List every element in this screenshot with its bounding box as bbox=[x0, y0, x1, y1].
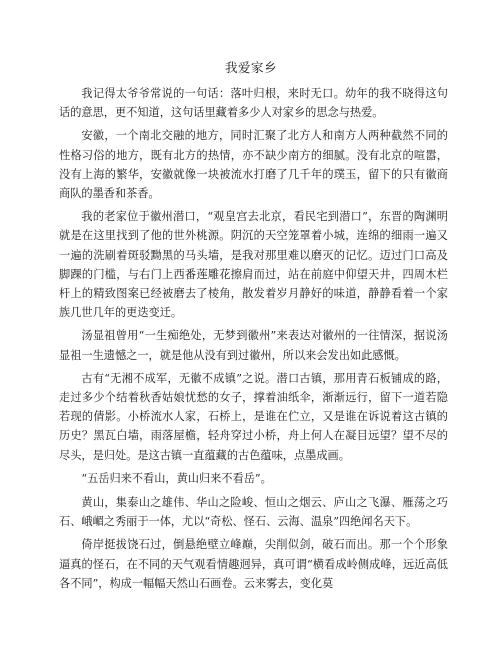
paragraph: 倚岸挺拔饶石过，倒悬绝壁立峰巅，尖削似剑，破石而出。那一个个形象逼真的怪石，在不同的天气观看情趣迥异，真可谓“横看成岭侧成峰，远近高低各不同”，构成一幅幅天然山石画卷。云来雾去，变化莫 bbox=[59, 538, 448, 590]
paragraph: 古有“无湘不成军，无徽不成镇”之说。潜口古镇，那用青石板铺成的路，走过多少个结着秋香姑娘忧愁的女子，撑着油纸伞，渐渐远行，留下一道若隐若现的倩影。小桥流水人家，石桥上，是谁在伫立，又是谁在诉说着这古镇的历史？黑瓦白墙，雨落屋檐，轻舟穿过小桥，舟上何人在凝目远望？望不尽的尽头，是归处。是这古镇一直蕴藏的古色蕴味，点墨成画。 bbox=[59, 371, 448, 462]
paragraph: 汤显祖曾用“一生痴绝处，无梦到徽州”来表达对徽州的一往情深，据说汤显祖一生遗憾之一，就是他从没有到过徽州，所以来会发出如此感慨。 bbox=[59, 329, 448, 362]
paragraph: 我记得太爷爷常说的一句话：落叶归根，来时无口。幼年的我不晓得这句话的意思，更不知道，这句话里藏着多少人对家乡的思念与热爱。 bbox=[59, 87, 448, 120]
paragraph: 我的老家位于徽州潜口，“观皇宫去北京，看民宅到潜口”，东晋的陶渊明就是在这里找到了他的世外桃源。阴沉的天空笼罩着小城，连绵的细雨一遍又一遍的洗刷着斑驳黝黑的马头墙，是我对那里难以磨灭的记忆。迈过门口高及脚踝的门槛，与右门上西番莲雕花擦肩而过，站在前庭中仰望天井，四周木栏杆上的精致图案已经被磨去了棱角，散发着岁月静好的味道，静静看着一个家族几世几年的更迭变迁。 bbox=[59, 210, 448, 320]
paragraph: 黄山，集泰山之雄伟、华山之险峻、恒山之烟云、庐山之飞瀑、雁荡之巧石、峨嵋之秀丽于一体，尤以“奇松、怪石、云海、温泉”四绝闻名天下。 bbox=[59, 496, 448, 529]
document-body bbox=[59, 84, 448, 597]
paragraph: “五岳归来不看山，黄山归来不看岳”。 bbox=[81, 471, 272, 485]
document-title: 我爱家乡 bbox=[224, 60, 277, 75]
paragraph: 安徽，一个南北交融的地方，同时汇聚了北方人和南方人两种截然不同的性格习俗的地方，既有北方的热情，亦不缺少南方的细腻。没有北京的喧嚣，没有上海的繁华，安徽就像一块被流水打磨了几千年的璞玉，留下的只有徽商商队的墨香和茶香。 bbox=[59, 129, 448, 201]
